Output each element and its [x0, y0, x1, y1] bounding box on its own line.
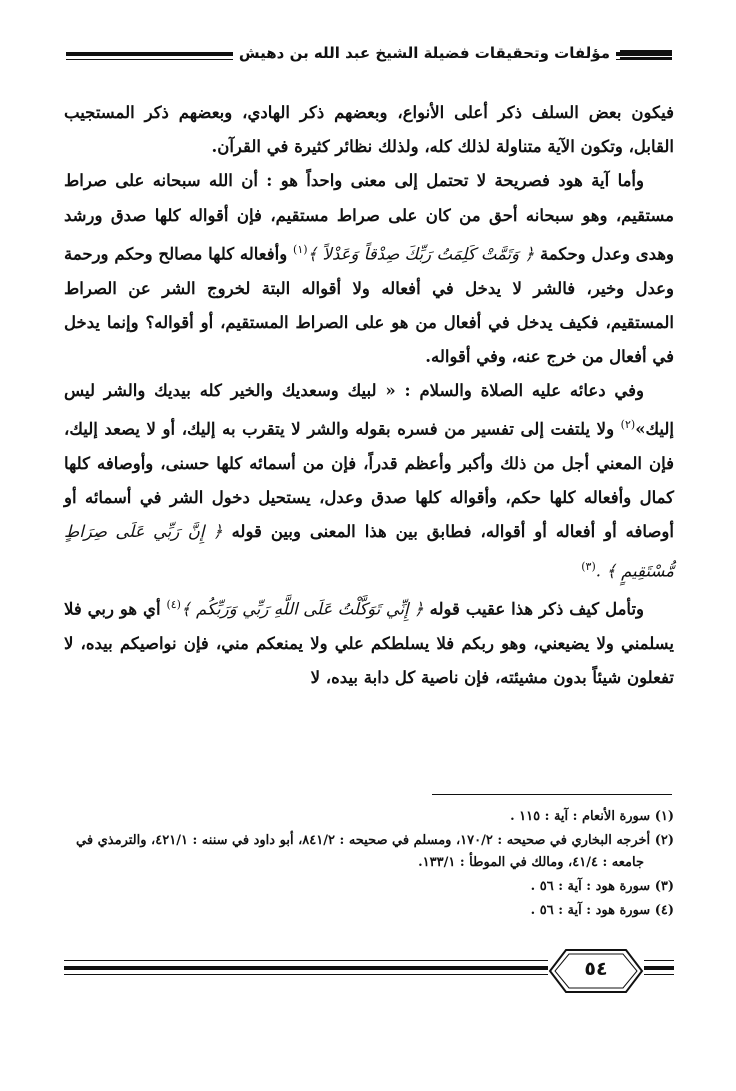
footnote-separator: [432, 794, 672, 795]
footnote-number: (٢): [654, 833, 674, 848]
paragraph-text: فيكون بعض السلف ذكر أعلى الأنواع، وبعضهم ذكر الهادي، وبعضهم ذكر المستجيب القابل، وتكون الآية متناولة لذلك كله، ولذلك نظائر كثيرة في القرآن.: [64, 103, 674, 157]
quran-verse: ﴿ إِنِّي تَوَكَّلْتُ عَلَى اللَّهِ رَبِّي وَرَبِّكُم ﴾: [180, 599, 424, 619]
paragraph-text: وتأمل كيف ذكر هذا عقيب قوله: [423, 599, 645, 619]
paragraph: [64, 96, 674, 164]
paragraph-text: وأما آية هود فصريحة لا تحتمل إلى معنى واحداً هو : أن الله سبحانه على صراط مستقيم، وهو سبحانه أحق من كان على صراط مستقيم، فإن أقواله كلها صدق ورشد وهدى وعدل وحكمة: [64, 171, 675, 264]
footnote-text: سورة هود : آية : ٥٦ .: [530, 879, 651, 894]
footnote-ref: (٣): [581, 559, 596, 573]
footnote-ref: (١): [293, 242, 308, 256]
header-title: مؤلفات وتحقيقات فضيلة الشيخ عبد الله بن دهيش: [233, 44, 616, 62]
footnote-number: (٣): [654, 879, 674, 894]
footnote: [64, 830, 674, 874]
page-number-badge: [548, 948, 644, 994]
header-ornament-bar: [620, 50, 672, 60]
paragraph-text: أي هو ربي فلا يسلمني ولا يضيعني، وهو ربكم فلا يسلطكم علي ولا يمنعكم مني، فإن نواصيكم بيده، لا تفعلون شيئاً بدون مشيئته، فإن ناصية كل دابة بيده، لا: [64, 599, 674, 688]
footnote: [64, 900, 674, 922]
quran-verse: ﴿ إِنَّ رَبِّي عَلَى صِرَاطٍ مُّسْتَقِيمٍ ﴾ .: [64, 522, 674, 581]
paragraph: [64, 374, 674, 588]
footnote-number: (١): [654, 809, 674, 824]
footnote-text: سورة الأنعام : آية : ١١٥ .: [510, 809, 651, 824]
footnote-ref: (٢): [620, 418, 636, 432]
quran-verse: ﴿ وَتَمَّتْ كَلِمَتُ رَبِّكَ صِدْقاً وَعَدْلاً ﴾: [307, 244, 535, 264]
footnote-text: أخرجه البخاري في صحيحه : ١٧٠/٢، ومسلم في صحيحه : ٨٤١/٢، أبو داود في سننه : ٤٢١/١، والترمذي في جامعه : ٤١/٤، ومالك في الموطأ : ١٣٣/١.: [76, 833, 651, 870]
footnote-ref: (٤): [166, 598, 181, 612]
paragraph-text: وفي دعائه عليه الصلاة والسلام : « لبيك وسعديك والخير كله بيديك والشر ليس إليك»: [64, 381, 674, 439]
footnote: [64, 876, 674, 898]
footnote-text: سورة هود : آية : ٥٦ .: [530, 903, 651, 918]
footnotes: [64, 806, 674, 924]
main-text: [64, 96, 674, 695]
paragraph: [64, 588, 674, 695]
paragraph-text: وأفعاله كلها مصالح وحكم ورحمة وعدل وخير، فالشر لا يدخل في أفعاله ولا أقواله البتة لخروج الشر عن الصراط المستقيم، فكيف يدخل في أفعال من هو على الصراط المستقيم، أو أقواله؟ وإنما يدخل في أفعال من خرج عنه، وفي أقواله.: [64, 244, 674, 366]
paragraph-text: ولا يلتفت إلى تفسير من فسره بقوله والشر لا يتقرب به إليك، أو لا يصعد إليك، فإن المعني أجل من ذلك وأكبر وأعظم قدراً، فإن من أسمائه كلها حسنى، وأوصافه كلها كمال وأفعاله كلها حكم، وأقواله كلها صدق وعدل، يستحيل دخول الشر في أسمائه أو أوصافه أو أفعاله أو أقواله، فطابق بين هذا المعنى وبين قوله: [64, 419, 674, 542]
footnote: [64, 806, 674, 828]
paragraph: [64, 164, 674, 374]
page-number: ٥٤: [584, 958, 608, 980]
footnote-number: (٤): [654, 903, 674, 918]
running-header: [66, 40, 672, 74]
